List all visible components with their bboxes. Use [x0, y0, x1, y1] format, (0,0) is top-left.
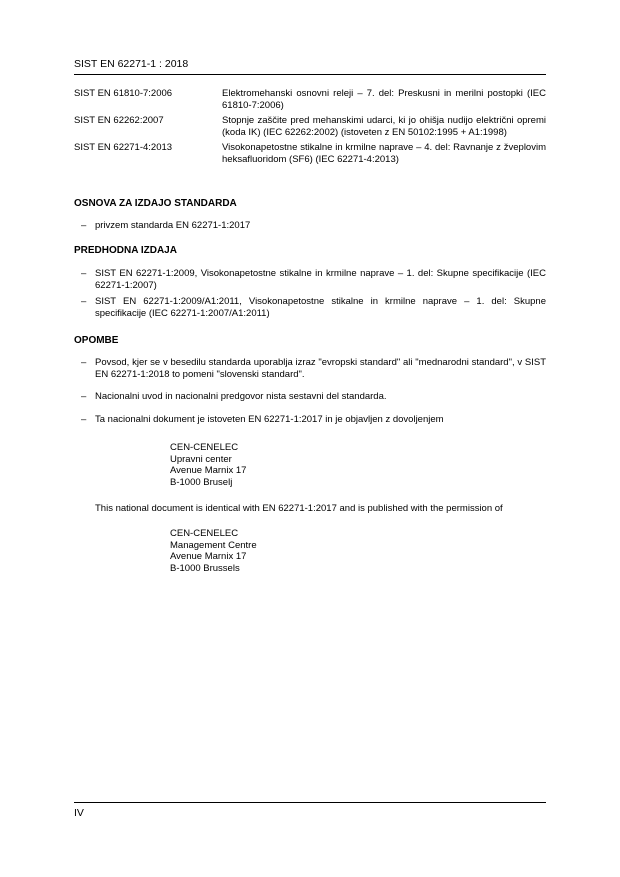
dash-bullet: –: [81, 391, 87, 402]
list-item: – Povsod, kjer se v besedilu standarda uporablja izraz "evropski standard" ali "mednarodni standard", v SIST EN 62271-1:2018 to pomeni "slovenski standard".: [74, 357, 546, 380]
footer-rule: [74, 802, 546, 803]
address-line: Avenue Marnix 17: [170, 551, 247, 562]
address-block-en: [170, 528, 257, 574]
english-note: This national document is identical with EN 62271-1:2017 and is published with the permission of: [95, 503, 503, 514]
address-line: Management Centre: [170, 539, 257, 551]
dash-bullet: –: [81, 413, 87, 425]
address-line: Upravni center: [170, 453, 232, 465]
address-line: CEN-CENELEC: [170, 528, 239, 539]
address-line: B-1000 Bruselj: [170, 476, 233, 488]
page-number: IV: [74, 807, 84, 819]
list-item: – SIST EN 62271-1:2009, Visokonapetostne stikalne in krmilne naprave – 1. del: Skupne specifikacije (IEC 62271-1:2007): [74, 268, 546, 291]
osnova-list: [74, 220, 546, 237]
section-heading-opombe: OPOMBE: [74, 335, 119, 346]
dash-bullet: –: [81, 296, 87, 307]
address-line: B-1000 Brussels: [170, 562, 240, 574]
list-item: – Nacionalni uvod in nacionalni predgovor nista sestavni del standarda.: [74, 391, 546, 403]
section-heading-predhodna: PREDHODNA IZDAJA: [74, 245, 177, 256]
reference-row: [74, 142, 546, 165]
running-header: SIST EN 62271-1 : 2018: [74, 58, 189, 70]
dash-bullet: –: [81, 220, 87, 231]
address-block-sl: [170, 442, 246, 488]
reference-title: Elektromehanski osnovni releji – 7. del: Preskusni in merilni postopki (IEC 61810-7:2006): [222, 88, 546, 111]
list-item: – privzem standarda EN 62271-1:2017: [74, 220, 546, 232]
reference-list: [74, 88, 546, 169]
reference-row: [74, 88, 546, 111]
opombe-list: [74, 357, 546, 430]
reference-code: SIST EN 62271-4:2013: [74, 142, 173, 153]
reference-title: Visokonapetostne stikalne in krmilne naprave – 4. del: Ravnanje z žveplovim heksafluoridom (SF6) (IEC 62271-4:2013): [222, 142, 546, 165]
reference-title: Stopnje zaščite pred mehanskimi udarci, ki jo ohišja nudijo električni opremi (koda IK) (IEC 62262:2002) (istoveten z EN 50102:1995 + A1:1998): [222, 115, 546, 138]
dash-bullet: –: [81, 357, 87, 368]
reference-code: SIST EN 61810-7:2006: [74, 88, 173, 99]
header-rule: [74, 74, 546, 75]
section-heading-osnova: OSNOVA ZA IZDAJO STANDARDA: [74, 198, 237, 209]
list-item: – Ta nacionalni dokument je istoveten EN 62271-1:2017 in je objavljen z dovoljenjem: [74, 414, 546, 426]
list-item: – SIST EN 62271-1:2009/A1:2011, Visokonapetostne stikalne in krmilne naprave – 1. del: Skupne specifikacije (IEC 62271-1:2007/A1:2011): [74, 296, 546, 319]
predhodna-list: [74, 268, 546, 324]
address-line: CEN-CENELEC: [170, 442, 239, 453]
dash-bullet: –: [81, 268, 87, 279]
reference-code: SIST EN 62262:2007: [74, 115, 164, 126]
address-line: Avenue Marnix 17: [170, 465, 247, 476]
reference-row: [74, 115, 546, 138]
